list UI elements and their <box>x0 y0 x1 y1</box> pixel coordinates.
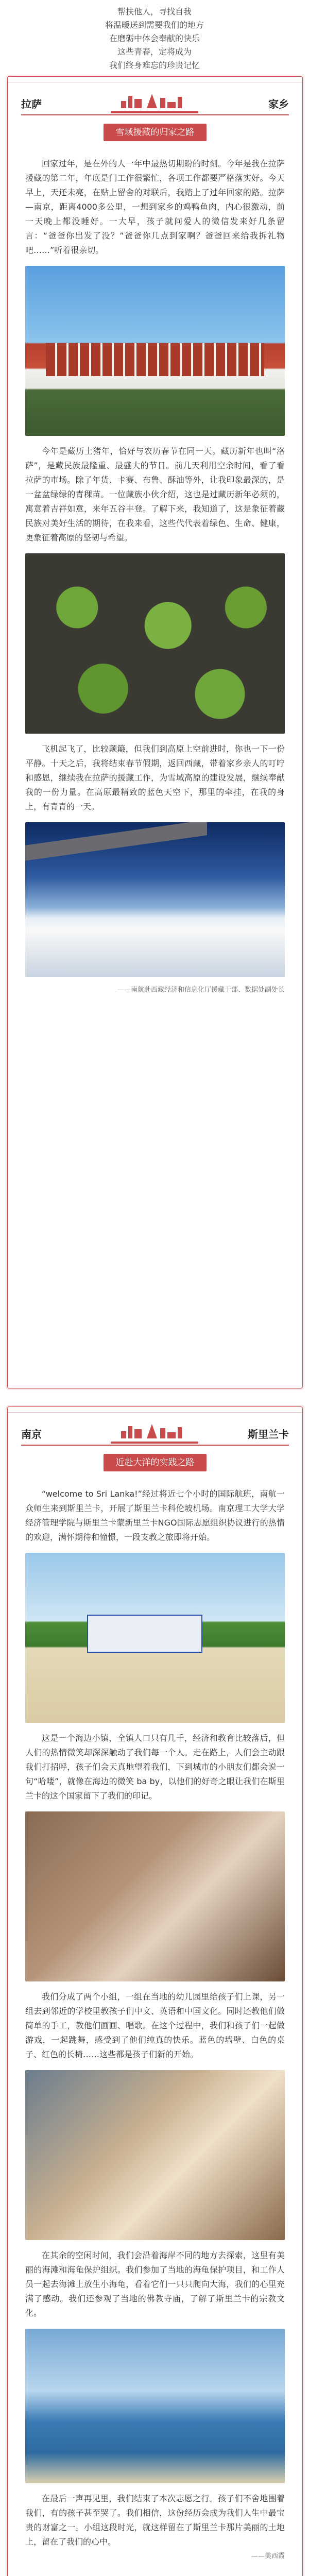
school-logo <box>111 90 198 113</box>
card-top-bar <box>8 77 302 82</box>
city-left-label: 拉萨 <box>21 98 42 110</box>
intro-block <box>0 0 309 82</box>
children-photo <box>25 2070 285 2240</box>
potala-photo <box>25 266 285 436</box>
paragraph: 今年是藏历土猪年，恰好与农历春节在同一天。藏历新年也叫“洛萨”，是藏民族最隆重、最盛大的节日。前几天利用空余时间，看了看拉萨的市场。除了年货、卡赛、布鲁、酥油等外，让我印象最深的，是一盆盆绿绿的青稞苗。一位藏族小伙介绍，这也是过藏历新年必须的，寓意着吉祥如意，来年五谷丰登。了解下来，我知道了，这是象征着藏民族对美好生活的期待，在我来看，这些代代表着绿色、生命、健康，更象征着高原的坚韧与希望。 <box>25 446 285 543</box>
paragraph: “welcome to Sri Lanka!”经过将近七个小时的国际航班，南航一众师生来到斯里兰卡，开展了斯里兰卡科伦坡机场。南京理工大学大学经济管理学院与斯里兰卡蒙新里兰卡NGO国际志愿组织协议进行的热情的欢迎，满怀期待和憧憬，一段支教之旅即将开始。 <box>25 1489 285 1542</box>
intro-line: 在磨砺中体会奉献的快乐 <box>109 33 200 43</box>
intro-line: 将温暖送到需要我们的地方 <box>105 20 204 30</box>
ocean-photo <box>25 2329 285 2483</box>
paragraph: 在其余的空闲时间，我们会沿着海岸不同的地方去探索，这里有美丽的海滩和海龟保护组织。我们参加了当地的海龟保护项目，和工作人员一起去海滩上放生小海龟，看着它们一只只爬向大海，我们的心里充满了感动。我们还参观了当地的佛教寺庙，了解了斯里兰卡的宗教文化。 <box>25 2250 285 2318</box>
section-banner: 近赴大洋的实践之路 <box>104 1454 207 1471</box>
paragraph: 这是一个海边小镇，全镇人口只有几千，经济和教育比较落后，但人们的热情微笑却深深触动了我们每一个人。走在路上，人们会主动跟我们打招呼，孩子们会天真地望着我们，下到城市的小朋友们都会说一句“哈喽”，就像在海边的微笑 ba by，以他们的好奇之眼让我们在斯里兰卡的这个国家留下了我们的印记。 <box>25 1733 285 1801</box>
paragraph: 在最后一声再见里，我们结束了本次志愿之行。孩子们不舍地围着我们，有的孩子甚至哭了。我们相信，这份经历会成为我们人生中最宝贵的财富之一。小组这段时光，就这样留在了斯里兰卡那片美丽的土地上，留在了我们的心中。 <box>25 2494 285 2547</box>
school-logo <box>111 1420 198 1444</box>
welcome-banner-photo <box>25 1553 285 1723</box>
classroom-photo <box>25 1811 285 1981</box>
city-right-label: 斯里兰卡 <box>248 1428 289 1440</box>
palace-shape <box>46 343 264 376</box>
author-caption: ——南航赴西藏经济和信息化厅援藏干部、数据处副处长 <box>117 986 285 994</box>
paragraph: 飞机起飞了，比较颠簸，但我们到高原上空前进时，你也一下一份平静。十天之后，我将结束春节假期，返回西藏，带着家乡亲人的叮咛和感恩，继续我在拉萨的援藏工作，为雪域高原的建设发展，继续奉献我的一份力量。在高原最精致的蓝色天空下，那里的牵挂，在我的身上，有青青的一天。 <box>25 744 285 811</box>
header-divider <box>21 1445 289 1446</box>
plateau-sky-photo <box>25 822 285 977</box>
card-top-bar <box>8 1407 302 1413</box>
intro-line: 我们终身难忘的珍贵记忆 <box>109 60 200 70</box>
barley-sprouts-photo <box>25 553 285 734</box>
intro-line: 帮扶他人，寻找自我 <box>117 7 192 16</box>
header-divider <box>21 114 289 115</box>
author-caption: ——美西霞 <box>251 2552 285 2560</box>
city-right-label: 家乡 <box>268 98 289 110</box>
skyline-icon <box>111 1420 198 1440</box>
skyline-icon <box>111 90 198 110</box>
city-left-label: 南京 <box>21 1428 42 1440</box>
paragraph: 我们分成了两个小组，一组在当地的幼儿园里给孩子们上课，另一组去到邻近的学校里教孩子们中文、英语和中国文化。同时还教他们做简单的手工，教他们画画、唱歌。在这个过程中，我们和孩子们一起做游戏，一起跳舞，感受到了他们纯真的快乐。蓝色的墙壁、白色的桌子、红色的长椅……这些都是孩子们新的开始。 <box>25 1992 285 2059</box>
airplane-wing-shape <box>25 822 207 861</box>
intro-line: 这些青春，定将成为 <box>117 47 192 57</box>
section-banner: 雪域援藏的归家之路 <box>104 124 207 141</box>
story-card-srilanka <box>7 1406 303 2576</box>
paragraph: 回家过年，是在外的人一年中最热切期盼的时刻。今年是我在拉萨援藏的第二年，年底是门工作很繁忙，各项工作都要严格落实好。今天早上，天还未亮，在贴上留舍的对联后，我踏上了过年回家的路。拉萨—南京，距离4000多公里，一想到家乡的鸡鸭鱼肉，内心很激动，前一天晚上都没睡好。一大早，孩子就问爱人的微信发来好几条留言：“爸爸你出发了没？”爸爸你几点到家啊？爸爸回来给我拆礼物吧……”听着很亲切。 <box>25 159 285 255</box>
welcome-banner-shape <box>87 1615 202 1653</box>
story-card-lhasa <box>7 76 303 1388</box>
